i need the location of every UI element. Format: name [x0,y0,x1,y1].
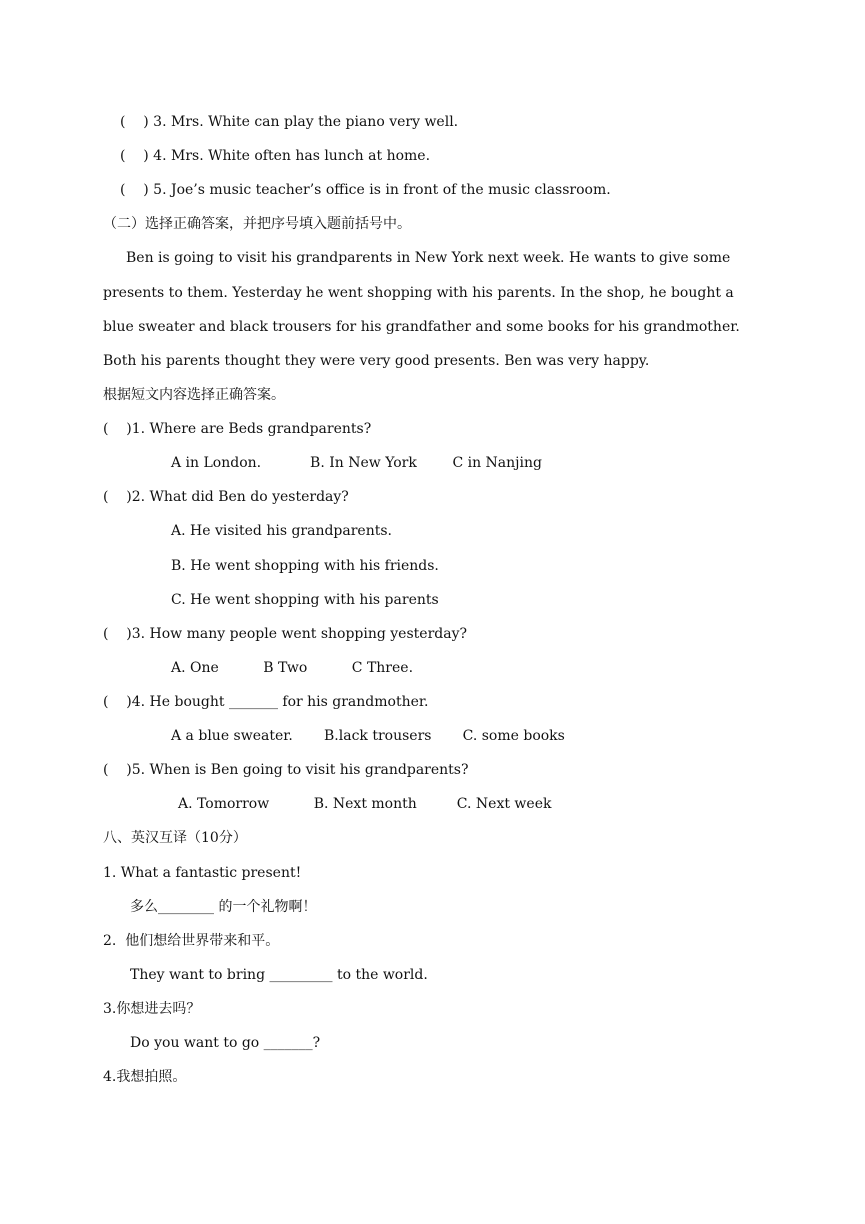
question-3-options: A. One B Two C Three. [171,660,414,676]
question-2-option-a: A. He visited his grandparents. [171,523,392,539]
passage-line-4: Both his parents thought they were very good presents. Ben was very happy. [103,353,650,369]
passage-line-3: blue sweater and black trousers for his grandfather and some books for his grandmother. [103,319,740,335]
passage-line-1: Ben is going to visit his grandparents in New York next week. He wants to give some [126,250,731,266]
translation-3: 3.你想进去吗？ [103,1001,201,1017]
translation-1: 1. What a fantastic present! [103,865,302,881]
question-4-options: A a blue sweater. B.lack trousers C. some books [171,728,565,744]
translation-2: 2. 他们想给世界带来和平。 [103,933,280,949]
section-heading-translation: 八、英汉互译（10分） [103,830,247,846]
question-5: ( )5. When is Ben going to visit his grandparents? [103,762,469,778]
question-1-options: A in London. B. In New York C in Nanjing [171,455,542,471]
translation-1-answer: 多么________ 的一个礼物啊！ [130,899,317,915]
translation-4: 4.我想拍照。 [103,1069,187,1085]
judgement-item-5: ( ) 5. Joe’s music teacher’s office is in front of the music classroom. [120,182,611,198]
section-heading-choose: （二）选择正确答案，并把序号填入题前括号中。 [103,216,411,232]
judgement-item-4: ( ) 4. Mrs. White often has lunch at home. [120,148,431,164]
translation-3-answer: Do you want to go _______? [130,1035,321,1051]
question-2-option-c: C. He went shopping with his parents [171,592,439,608]
passage-line-2: presents to them. Yesterday he went shopping with his parents. In the shop, he bought a [103,285,734,301]
question-2: ( )2. What did Ben do yesterday? [103,489,349,505]
question-2-option-b: B. He went shopping with his friends. [171,558,439,574]
question-4: ( )4. He bought _______ for his grandmother. [103,694,429,710]
translation-2-answer: They want to bring _________ to the world. [130,967,428,983]
question-3: ( )3. How many people went shopping yesterday? [103,626,467,642]
instruction: 根据短文内容选择正确答案。 [103,387,285,403]
judgement-item-3: ( ) 3. Mrs. White can play the piano very well. [120,114,459,130]
question-5-options: A. Tomorrow B. Next month C. Next week [178,796,552,812]
question-1: ( )1. Where are Beds grandparents? [103,421,372,437]
